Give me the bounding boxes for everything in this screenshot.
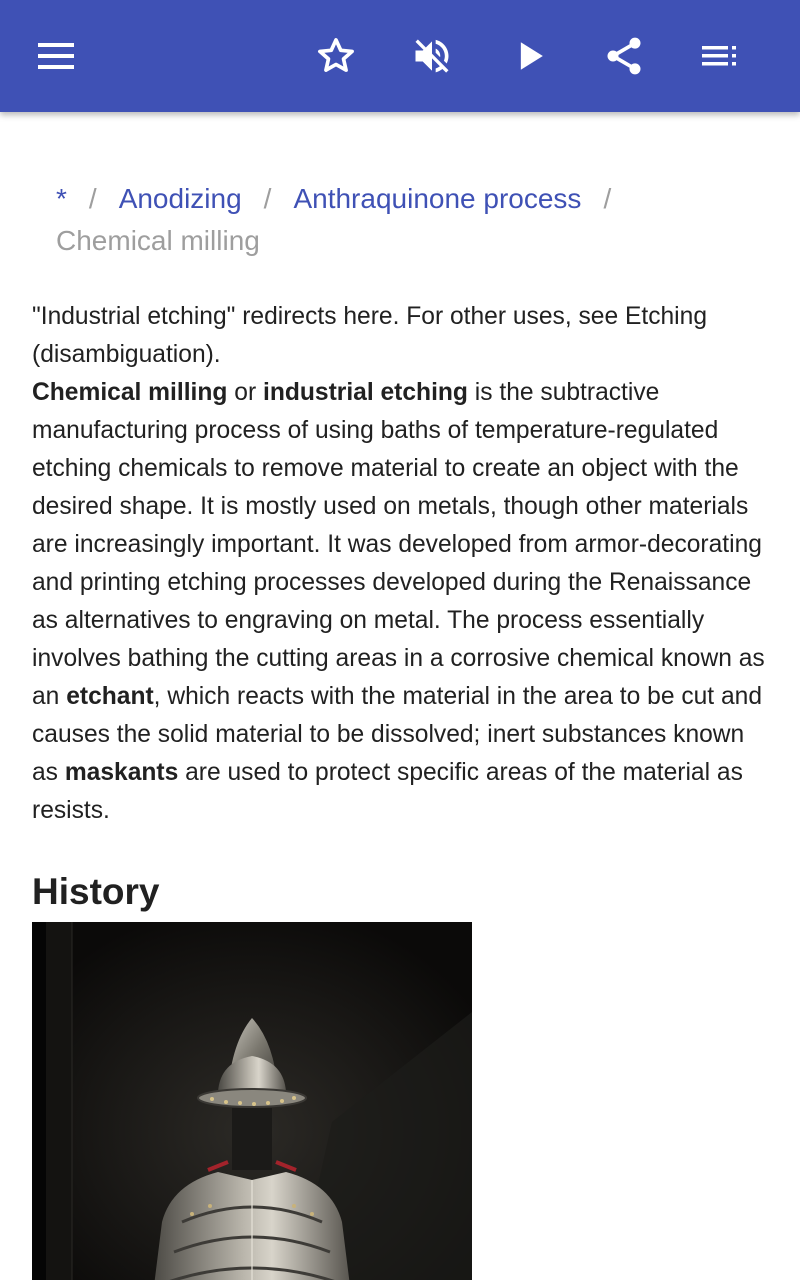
bold-term-etchant: etchant	[66, 683, 154, 710]
breadcrumb-current-page: Chemical milling	[56, 225, 260, 256]
star-outline-icon[interactable]	[308, 28, 364, 84]
breadcrumb-separator: /	[263, 183, 272, 214]
hamburger-menu-icon[interactable]	[28, 28, 84, 84]
breadcrumb-separator: /	[603, 183, 612, 214]
text-span: or	[227, 379, 263, 406]
breadcrumb-link-anodizing[interactable]: Anodizing	[118, 183, 242, 214]
article-paragraph	[32, 374, 772, 830]
hatnote: "Industrial etching" redirects here. For other uses, see Etching (disambiguation).	[32, 303, 707, 368]
article-content	[0, 112, 800, 1280]
breadcrumb	[56, 178, 756, 262]
bold-term: Chemical milling	[32, 379, 228, 406]
text-span: , which reacts with the material in the area to be cut and causes the solid material to be dissolved; inert substances known as	[32, 683, 763, 786]
article-body	[32, 298, 772, 830]
breadcrumb-link-anthraquinone-process[interactable]: Anthraquinone process	[293, 183, 582, 214]
bold-term: industrial etching	[262, 379, 468, 406]
app-toolbar	[0, 0, 800, 112]
play-icon[interactable]	[502, 28, 558, 84]
breadcrumb-separator: /	[88, 183, 97, 214]
volume-off-icon[interactable]	[404, 28, 460, 84]
breadcrumb-home-link[interactable]: *	[56, 183, 67, 214]
text-span: is the subtractive manufacturing process of using baths of temperature-regulated etching chemicals to remove material to create an object with the desired shape. It is mostly used on metals, though other materials are increasingly important. It was developed from armor-decorating and printing etching processes developed during the Renaissance as alternatives to engraving on metal. The process essentially involves bathing the cutting areas in a corrosive chemical known as an	[32, 379, 765, 710]
section-heading-history: History	[32, 871, 160, 912]
bold-term-maskants: maskants	[64, 759, 179, 786]
etched-armor-photo[interactable]	[32, 922, 472, 1280]
share-icon[interactable]	[596, 28, 652, 84]
table-of-contents-icon[interactable]	[692, 28, 748, 84]
text-span: are used to protect specific areas of the material as resists.	[32, 759, 743, 824]
